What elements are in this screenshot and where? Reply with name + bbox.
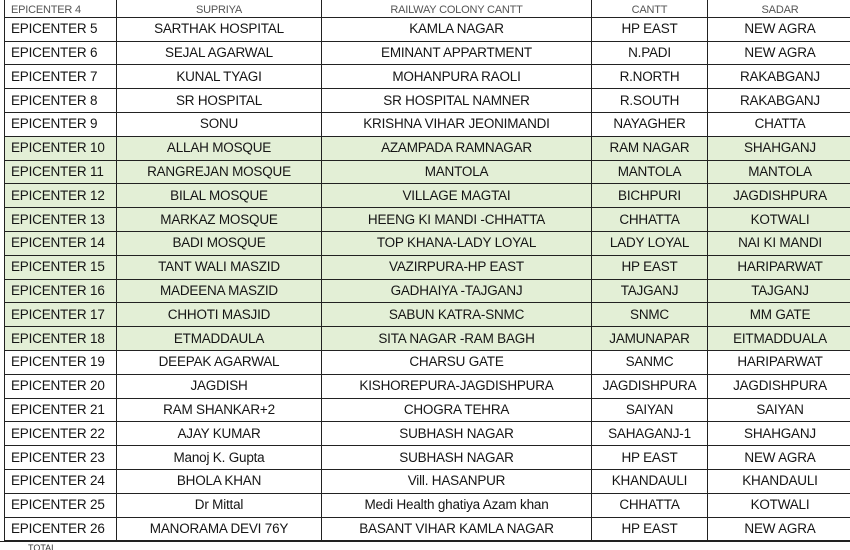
epicenter-id-cell: EPICENTER 21	[5, 398, 117, 422]
area-cell: TAJGANJ	[592, 279, 708, 303]
epicenter-id-cell: EPICENTER 22	[5, 422, 117, 446]
name-cell: TANT WALI MASZID	[117, 255, 322, 279]
epicenter-id-cell: EPICENTER 16	[5, 279, 117, 303]
address-cell: KRISHNA VIHAR JEONIMANDI	[322, 112, 592, 136]
table-row	[5, 279, 850, 303]
thana-cell: MANTOLA	[708, 160, 850, 184]
address-cell: BASANT VIHAR KAMLA NAGAR	[322, 517, 592, 541]
thana-cell: JAGDISHPURA	[708, 184, 850, 208]
epicenter-id-cell: EPICENTER 15	[5, 255, 117, 279]
thana-cell: EITMADDUALA	[708, 327, 850, 351]
epicenter-table	[4, 0, 850, 541]
thana-cell: CHATTA	[708, 112, 850, 136]
epicenter-id-cell: EPICENTER 23	[5, 446, 117, 470]
epicenter-id-cell: EPICENTER 18	[5, 327, 117, 351]
area-cell: SAIYAN	[592, 398, 708, 422]
table-row	[5, 136, 850, 160]
epicenter-id-cell: EPICENTER 20	[5, 374, 117, 398]
table-row	[5, 184, 850, 208]
address-cell: SITA NAGAR -RAM BAGH	[322, 327, 592, 351]
name-cell: DEEPAK AGARWAL	[117, 350, 322, 374]
area-cell: KHANDAULI	[592, 469, 708, 493]
thana-cell: HARIPARWAT	[708, 350, 850, 374]
area-cell: N.PADI	[592, 41, 708, 65]
table-bottom-edge	[0, 541, 850, 550]
table-row	[5, 255, 850, 279]
area-cell: HP EAST	[592, 517, 708, 541]
name-cell: RAM SHANKAR+2	[117, 398, 322, 422]
epicenter-id-cell: EPICENTER 17	[5, 303, 117, 327]
table-row	[5, 446, 850, 470]
name-cell: ALLAH MOSQUE	[117, 136, 322, 160]
footer-partial-label: TOTAL	[28, 543, 57, 550]
address-cell: VILLAGE MAGTAI	[322, 184, 592, 208]
name-cell: KUNAL TYAGI	[117, 65, 322, 89]
table-row	[5, 493, 850, 517]
table-row	[5, 374, 850, 398]
area-cell: CHHATTA	[592, 208, 708, 232]
name-cell: SARTHAK HOSPITAL	[117, 17, 322, 41]
thana-cell: SHAHGANJ	[708, 422, 850, 446]
name-cell: ETMADDAULA	[117, 327, 322, 351]
area-cell: JAGDISHPURA	[592, 374, 708, 398]
address-cell: HEENG KI MANDI -CHHATTA	[322, 208, 592, 232]
epicenter-id-cell: EPICENTER 14	[5, 231, 117, 255]
name-cell: BHOLA KHAN	[117, 469, 322, 493]
table-row	[5, 89, 850, 113]
thana-cell: KHANDAULI	[708, 469, 850, 493]
epicenter-id-cell: EPICENTER 25	[5, 493, 117, 517]
area-cell: SNMC	[592, 303, 708, 327]
area-cell: RAM NAGAR	[592, 136, 708, 160]
table-row	[5, 160, 850, 184]
epicenter-id-cell: EPICENTER 24	[5, 469, 117, 493]
thana-cell: NAI KI MANDI	[708, 231, 850, 255]
area-cell: NAYAGHER	[592, 112, 708, 136]
table-row	[5, 231, 850, 255]
address-cell: MOHANPURA RAOLI	[322, 65, 592, 89]
name-cell: AJAY KUMAR	[117, 422, 322, 446]
area-cell: JAMUNAPAR	[592, 327, 708, 351]
table-row	[5, 208, 850, 232]
name-cell: JAGDISH	[117, 374, 322, 398]
address-cell: EMINANT APPARTMENT	[322, 41, 592, 65]
epicenter-id-cell: EPICENTER 12	[5, 184, 117, 208]
epicenter-id-cell: EPICENTER 8	[5, 89, 117, 113]
name-cell: SEJAL AGARWAL	[117, 41, 322, 65]
thana-cell: MM GATE	[708, 303, 850, 327]
table-row	[5, 517, 850, 541]
table-row	[5, 0, 850, 17]
epicenter-id-cell: EPICENTER 6	[5, 41, 117, 65]
table-row	[5, 422, 850, 446]
epicenter-id-cell: EPICENTER 9	[5, 112, 117, 136]
thana-cell: RAKABGANJ	[708, 89, 850, 113]
thana-cell: NEW AGRA	[708, 446, 850, 470]
address-cell: Medi Health ghatiya Azam khan	[322, 493, 592, 517]
name-cell: RANGREJAN MOSQUE	[117, 160, 322, 184]
table-row	[5, 65, 850, 89]
area-cell: BICHPURI	[592, 184, 708, 208]
thana-cell: KOTWALI	[708, 493, 850, 517]
epicenter-id-cell: EPICENTER 5	[5, 17, 117, 41]
table-row	[5, 398, 850, 422]
address-cell: SUBHASH NAGAR	[322, 446, 592, 470]
thana-cell: TAJGANJ	[708, 279, 850, 303]
address-cell: CHOGRA TEHRA	[322, 398, 592, 422]
thana-cell: SAIYAN	[708, 398, 850, 422]
address-cell: SR HOSPITAL NAMNER	[322, 89, 592, 113]
area-cell: CANTT	[592, 0, 708, 17]
thana-cell: SADAR	[708, 0, 850, 17]
area-cell: MANTOLA	[592, 160, 708, 184]
table-row	[5, 303, 850, 327]
thana-cell: JAGDISHPURA	[708, 374, 850, 398]
name-cell: BADI MOSQUE	[117, 231, 322, 255]
epicenter-id-cell: EPICENTER 4	[5, 0, 117, 17]
area-cell: HP EAST	[592, 17, 708, 41]
address-cell: VAZIRPURA-HP EAST	[322, 255, 592, 279]
epicenter-id-cell: EPICENTER 19	[5, 350, 117, 374]
address-cell: GADHAIYA -TAJGANJ	[322, 279, 592, 303]
name-cell: SR HOSPITAL	[117, 89, 322, 113]
address-cell: CHARSU GATE	[322, 350, 592, 374]
address-cell: RAILWAY COLONY CANTT	[322, 0, 592, 17]
table-row	[5, 327, 850, 351]
area-cell: HP EAST	[592, 446, 708, 470]
address-cell: SUBHASH NAGAR	[322, 422, 592, 446]
epicenter-id-cell: EPICENTER 7	[5, 65, 117, 89]
name-cell: Dr Mittal	[117, 493, 322, 517]
thana-cell: KOTWALI	[708, 208, 850, 232]
area-cell: R.SOUTH	[592, 89, 708, 113]
epicenter-id-cell: EPICENTER 26	[5, 517, 117, 541]
address-cell: MANTOLA	[322, 160, 592, 184]
address-cell: KISHOREPURA-JAGDISHPURA	[322, 374, 592, 398]
address-cell: SABUN KATRA-SNMC	[322, 303, 592, 327]
address-cell: TOP KHANA-LADY LOYAL	[322, 231, 592, 255]
thana-cell: NEW AGRA	[708, 41, 850, 65]
name-cell: MANORAMA DEVI 76Y	[117, 517, 322, 541]
name-cell: BILAL MOSQUE	[117, 184, 322, 208]
name-cell: Manoj K. Gupta	[117, 446, 322, 470]
name-cell: MARKAZ MOSQUE	[117, 208, 322, 232]
name-cell: MADEENA MASZID	[117, 279, 322, 303]
epicenter-id-cell: EPICENTER 11	[5, 160, 117, 184]
area-cell: CHHATTA	[592, 493, 708, 517]
name-cell: SONU	[117, 112, 322, 136]
table-row	[5, 469, 850, 493]
address-cell: AZAMPADA RAMNAGAR	[322, 136, 592, 160]
table-row	[5, 17, 850, 41]
table-row	[5, 112, 850, 136]
area-cell: HP EAST	[592, 255, 708, 279]
epicenter-id-cell: EPICENTER 10	[5, 136, 117, 160]
area-cell: R.NORTH	[592, 65, 708, 89]
epicenter-table-body	[5, 0, 850, 541]
table-row	[5, 350, 850, 374]
area-cell: SAHAGANJ-1	[592, 422, 708, 446]
thana-cell: SHAHGANJ	[708, 136, 850, 160]
area-cell: LADY LOYAL	[592, 231, 708, 255]
address-cell: KAMLA NAGAR	[322, 17, 592, 41]
thana-cell: HARIPARWAT	[708, 255, 850, 279]
epicenter-id-cell: EPICENTER 13	[5, 208, 117, 232]
thana-cell: NEW AGRA	[708, 517, 850, 541]
area-cell: SANMC	[592, 350, 708, 374]
name-cell: SUPRIYA	[117, 0, 322, 17]
name-cell: CHHOTI MASJID	[117, 303, 322, 327]
address-cell: Vill. HASANPUR	[322, 469, 592, 493]
thana-cell: RAKABGANJ	[708, 65, 850, 89]
thana-cell: NEW AGRA	[708, 17, 850, 41]
table-row	[5, 41, 850, 65]
